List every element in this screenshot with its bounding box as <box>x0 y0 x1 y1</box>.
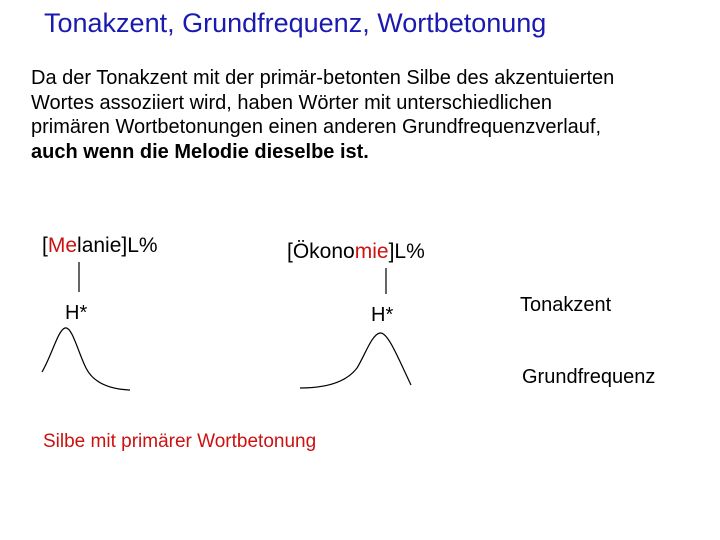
word-prefix: [ <box>42 234 48 257</box>
f0-contour-2 <box>300 333 411 388</box>
pitch-accent-label-2: H* <box>371 304 394 326</box>
paragraph-line-4-bold: auch wenn die Melodie dieselbe ist. <box>31 140 369 163</box>
legend-stressed-syllable: Silbe mit primärer Wortbetonung <box>43 431 317 452</box>
label-grundfrequenz: Grundfrequenz <box>522 366 656 388</box>
label-tonakzent: Tonakzent <box>520 294 612 316</box>
paragraph-line-1: Da der Tonakzent mit der primär-betonten Silbe des akzentuierten <box>31 67 615 89</box>
pitch-accent-label-1: H* <box>65 302 88 324</box>
f0-contour-1 <box>42 328 130 390</box>
page-title: Tonakzent, Grundfrequenz, Wortbetonung <box>44 8 547 38</box>
word-suffix: ]L% <box>388 240 425 263</box>
paragraph-line-2: Wortes assoziiert wird, haben Wörter mit unterschiedlichen <box>31 91 552 114</box>
stressed-syllable: Me <box>47 234 78 257</box>
word-prefix: [Ökono <box>287 240 355 263</box>
paragraph-line-3: primären Wortbetonungen einen anderen Grundfrequenzverlauf, <box>31 116 601 138</box>
word-suffix: lanie]L% <box>77 234 158 257</box>
stressed-syllable: mie <box>354 240 389 263</box>
